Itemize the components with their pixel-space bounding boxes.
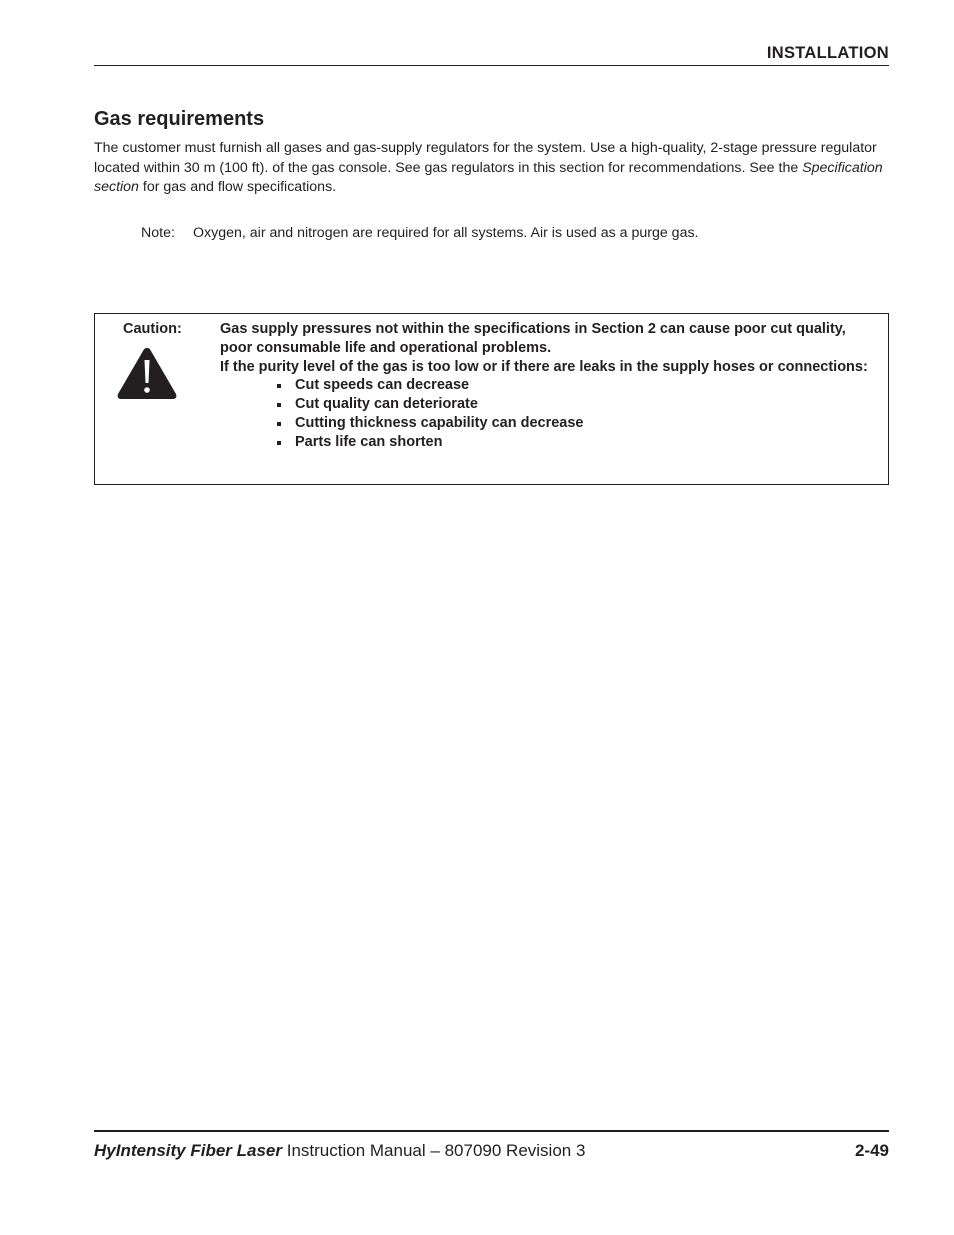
manual-type: Instruction Manual bbox=[286, 1141, 426, 1160]
page-number: 2-49 bbox=[854, 1141, 889, 1160]
caution-label: Caution: bbox=[123, 321, 182, 337]
caution-message bbox=[220, 320, 870, 452]
caution-line-2: If the purity level of the gas is too low or if there are leaks in the supply hoses or connections: bbox=[220, 358, 868, 375]
intro-text-start: The customer must furnish all gases and gas-supply regulators for the system. Use a high-quality, 2-stage pressure regulator located within 30 m (100 ft). of the gas console. See gas regulators in this section for recommendations. See the bbox=[94, 140, 877, 176]
document-revision: 807090 Revision 3 bbox=[444, 1141, 586, 1160]
caution-box bbox=[94, 313, 889, 485]
list-item: Cutting thickness capability can decrease bbox=[276, 414, 870, 433]
list-item: Parts life can shorten bbox=[276, 433, 870, 452]
intro-text-end: for gas and flow specifications. bbox=[138, 179, 337, 195]
consequence-list bbox=[220, 376, 870, 451]
note-label: Note: bbox=[141, 225, 175, 241]
note bbox=[141, 224, 699, 243]
section-title: INSTALLATION bbox=[766, 44, 889, 62]
caution-line-1: Gas supply pressures not within the specifications in Section 2 can cause poor cut quality, poor consumable life and operational problems. bbox=[220, 321, 846, 356]
page-footer bbox=[94, 1130, 889, 1160]
specification-section-reference: Specification section bbox=[94, 159, 883, 195]
list-item: Cut quality can deteriorate bbox=[276, 395, 870, 414]
list-item: Cut speeds can decrease bbox=[276, 376, 870, 395]
intro-paragraph bbox=[94, 139, 889, 198]
running-header bbox=[94, 42, 889, 66]
footer-dash: – bbox=[430, 1141, 440, 1160]
page-title: Gas requirements bbox=[94, 108, 265, 130]
note-text: Oxygen, air and nitrogen are required for all systems. Air is used as a purge gas. bbox=[193, 225, 699, 241]
product-name: HyIntensity Fiber Laser bbox=[94, 1141, 283, 1160]
footer-document-title bbox=[94, 1140, 585, 1162]
warning-triangle-icon bbox=[115, 344, 179, 402]
